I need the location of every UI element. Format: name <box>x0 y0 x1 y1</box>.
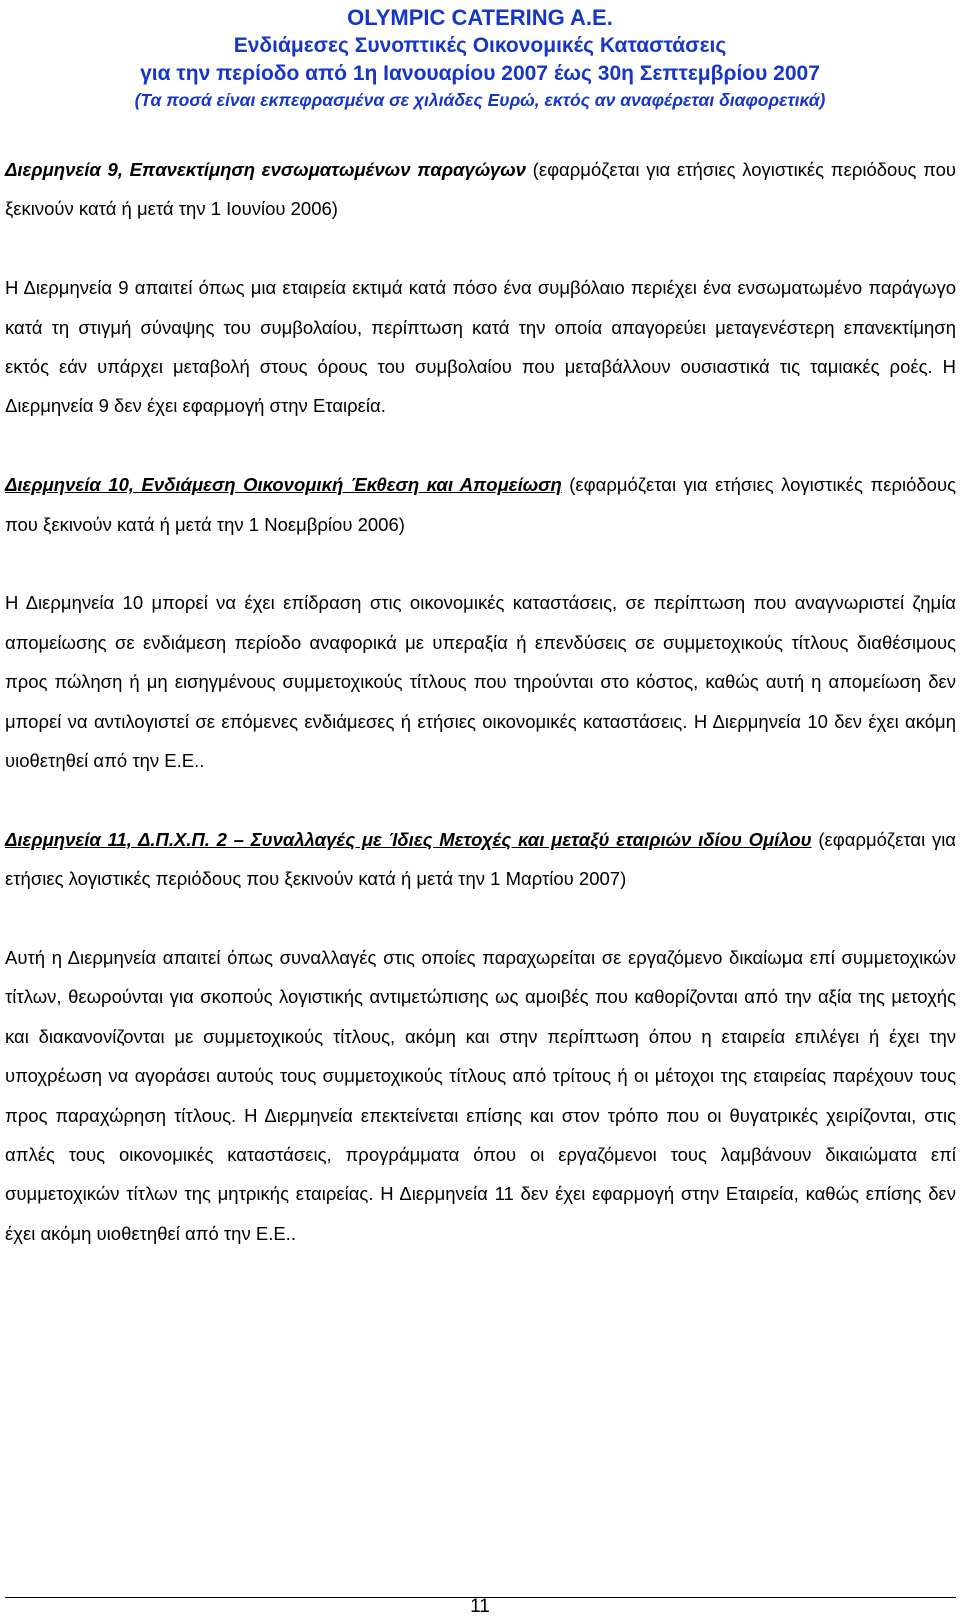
section-10-heading <box>5 465 956 544</box>
section-9-title: Διερμηνεία 9, Επανεκτίμηση ενσωματωμένων παραγώγων <box>5 159 526 180</box>
document-header <box>0 4 960 112</box>
section-9-scope: (εφαρμόζεται για ετήσιες λογιστικές περιόδους που ξεκινούν κατά ή μετά την 1 Ιουνίου 2006) <box>5 159 956 220</box>
company-name: OLYMPIC CATERING A.E. <box>347 5 613 30</box>
section-9-text: Η Διερμηνεία 9 απαιτεί όπως μια εταιρεία εκτιμά κατά πόσο ένα συμβόλαιο περιέχει ένα ενσωματωμένο παράγωγο κατά τη στιγμή σύναψης του συμβολαίου, περίπτωση κατά την οποία απαγορεύει μεταγενέστερη επανεκτίμηση εκτός εάν υπάρχει μεταβολή στους όρους του συμβολαίου που μεταβάλλουν ουσιαστικά τις ταμιακές ροές. Η Διερμηνεία 9 δεν έχει εφαρμογή στην Εταιρεία. <box>5 277 956 417</box>
report-title: Ενδιάμεσες Συνοπτικές Οικονομικές Καταστάσεις <box>233 34 727 57</box>
section-10-title: Διερμηνεία 10, Ενδιάμεση Οικονομική Έκθεση και Απομείωση <box>5 474 562 496</box>
document-body <box>5 150 956 1253</box>
section-9-heading <box>5 150 956 229</box>
currency-note: (Τα ποσά είναι εκπεφρασμένα σε χιλιάδες Ευρώ, εκτός αν αναφέρεται διαφορετικά) <box>134 90 826 110</box>
section-11-scope: (εφαρμόζεται για ετήσιες λογιστικές περιόδους που ξεκινούν κατά ή μετά την 1 Μαρτίου 2007) <box>5 828 956 890</box>
section-11-text: Αυτή η Διερμηνεία απαιτεί όπως συναλλαγές στις οποίες παραχωρείται σε εργαζόμενο δικαίωμα επί συμμετοχικών τίτλων, θεωρούνται για σκοπούς λογιστικής αντιμετώπισης ως αμοιβές που καθορίζονται από την αξία της μετοχής και διακανονίζονται με συμμετοχικούς τίτλους, ακόμη και στην περίπτωση όπου η εταιρεία επιλέγει ή έχει την υποχρέωση να αγοράσει αυτούς τους συμμετοχικούς τίτλους από τρίτους ή οι μέτοχοι της εταιρείας παρέχουν τους προς παραχώρηση τίτλους. Η Διερμηνεία επεκτείνεται επίσης και στον τρόπο που οι θυγατρικές χειρίζονται, στις απλές τους οικονομικές καταστάσεις, προγράμματα όπου οι εργαζόμενοι τους λαμβάνουν δικαιώματα επί συμμετοχικών τίτλων της μητρικής εταιρείας. Η Διερμηνεία 11 δεν έχει εφαρμογή στην Εταιρεία, καθώς επίσης δεν έχει ακόμη υιοθετηθεί από την Ε.Ε.. <box>5 947 956 1244</box>
section-10-text: Η Διερμηνεία 10 μπορεί να έχει επίδραση στις οικονομικές καταστάσεις, σε περίπτωση που αναγνωριστεί ζημία απομείωσης σε ενδιάμεση περίοδο αναφορικά με υπεραξία ή επενδύσεις σε συμμετοχικούς τίτλους διαθέσιμους προς πώληση ή μη εισηγμένους συμμετοχικούς τίτλους που τηρούνται στο κόστος, καθώς αυτή η απομείωση δεν μπορεί να αντιλογιστεί σε επόμενες ενδιάμεσες ή ετήσιες οικονομικές καταστάσεις. Η Διερμηνεία 10 δεν έχει ακόμη υιοθετηθεί από την Ε.Ε.. <box>5 592 956 772</box>
section-11-heading <box>5 820 956 899</box>
section-11-title: Διερμηνεία 11, Δ.Π.Χ.Π. 2 – Συναλλαγές με Ίδιες Μετοχές και μεταξύ εταιριών ιδίου Ομίλου <box>5 828 812 850</box>
section-10-scope: (εφαρμόζεται για ετήσιες λογιστικές περιόδους που ξεκινούν κατά ή μετά την 1 Νοεμβρίου 2006) <box>5 474 956 535</box>
report-period: για την περίοδο από 1η Ιανουαρίου 2007 έως 30η Σεπτεμβρίου 2007 <box>140 62 820 85</box>
page-number: 11 <box>470 1596 490 1617</box>
